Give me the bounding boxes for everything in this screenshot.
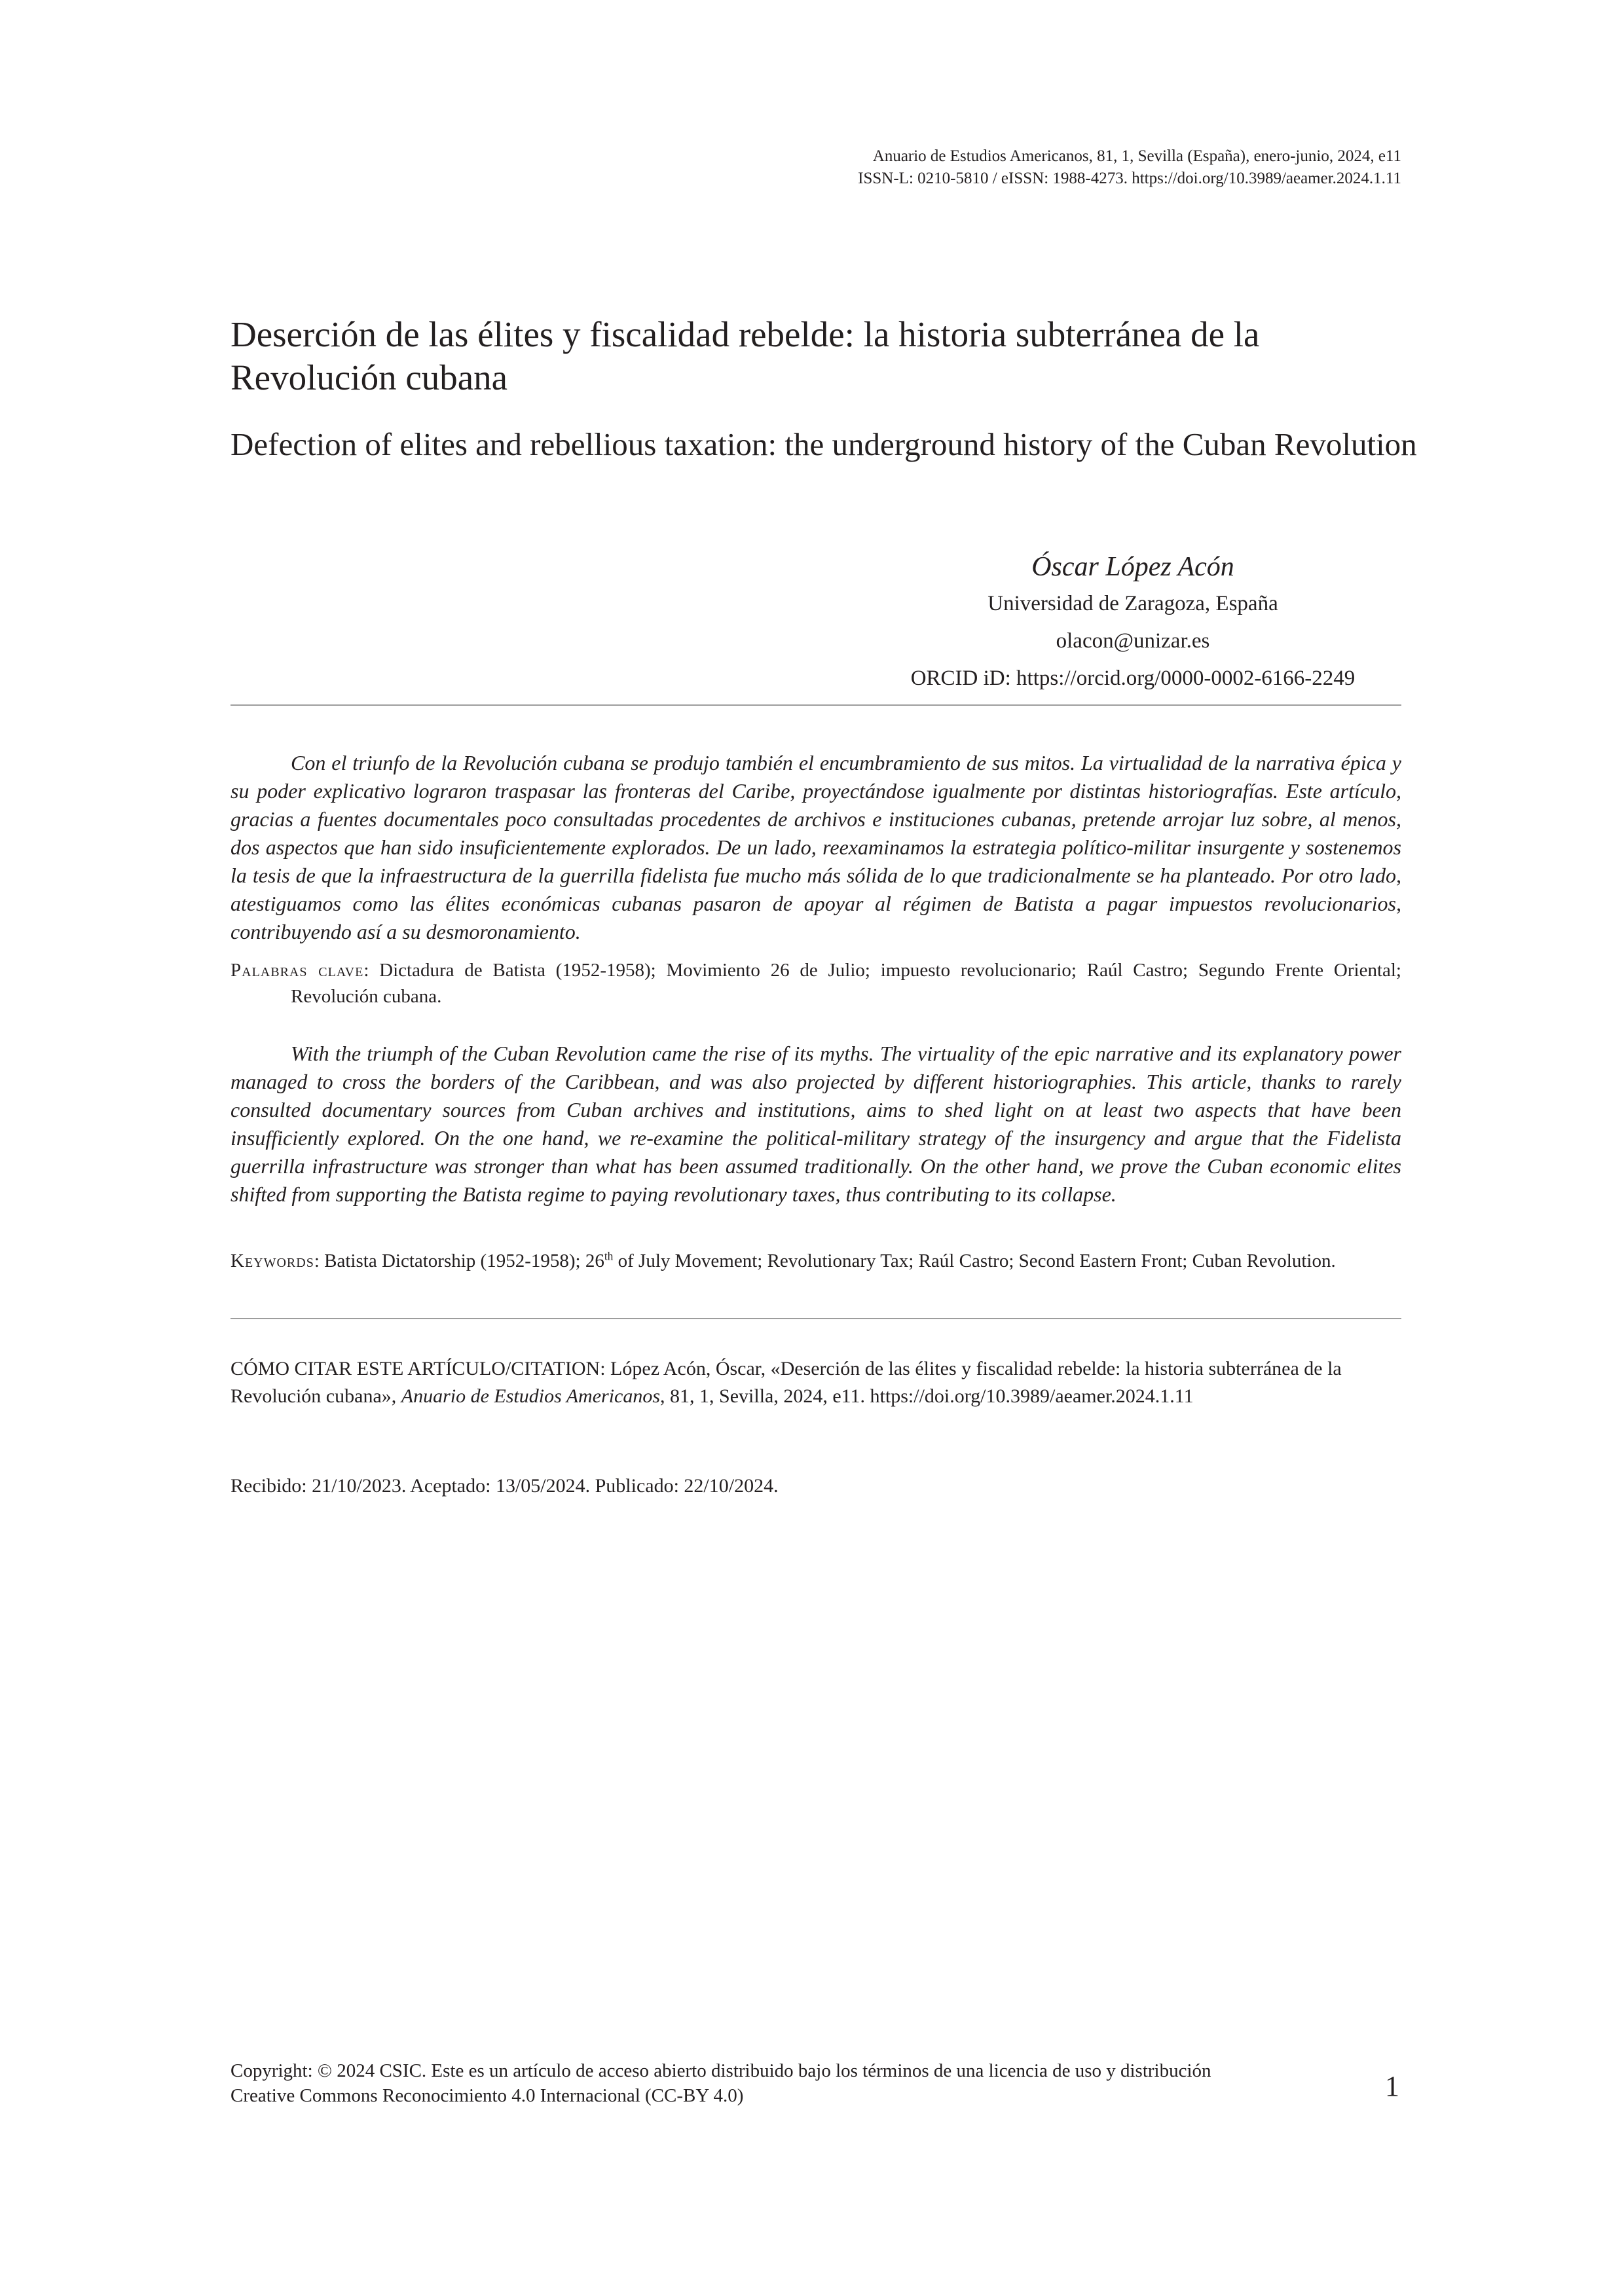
citation-prefix: CÓMO CITAR ESTE ARTÍCULO/CITATION: López Acón, Óscar, «Deserción de las élites y fiscalidad rebelde: la historia subterránea de la Revolución cubana», — [231, 1358, 1342, 1407]
copyright-line-1: Copyright: © 2024 CSIC. Este es un artículo de acceso abierto distribuido bajo los términos de una licencia de uso y distribución — [231, 2060, 1211, 2081]
citation-journal: Anuario de Estudios Americanos — [401, 1385, 661, 1407]
keywords-es: Palabras clave: Dictadura de Batista (1952-1958); Movimiento 26 de Julio; impuesto revolucionario; Raúl Castro; Segundo Frente Oriental; Revolución cubana. — [231, 960, 1401, 1007]
issn-line: ISSN-L: 0210-5810 / eISSN: 1988-4273. https://doi.org/10.3989/aeamer.2024.1.11 — [858, 170, 1401, 187]
received-dates: Recibido: 21/10/2023. Aceptado: 13/05/2024. Publicado: 22/10/2024. — [231, 1475, 779, 1497]
page-number: 1 — [1385, 2070, 1399, 2102]
abstract-en: With the triumph of the Cuban Revolution came the rise of its myths. The virtuality of the epic narrative and its explanatory power managed to cross the borders of the Caribbean, and was also projected by different historiographies. This article, thanks to rarely consulted documentary sources from Cuban archives and institutions, aims to shed light on at least two aspects that have been insufficiently explored. On the one hand, we re-examine the political-military strategy of the insurgency and argue that the Fidelista guerrilla infrastructure was stronger than what has been assumed traditionally. On the other hand, we prove the Cuban economic elites shifted from supporting the Batista regime to paying revolutionary taxes, thus contributing to its collapse. — [231, 1042, 1401, 1206]
keywords-en: Keywords: Batista Dictatorship (1952-1958); 26th of July Movement; Revolutionary Tax; Raúl Castro; Second Eastern Front; Cuban Revolution. — [231, 1249, 1336, 1271]
copyright-line-2: Creative Commons Reconocimiento 4.0 Internacional (CC-BY 4.0) — [231, 2085, 744, 2106]
copyright-notice — [231, 2058, 1409, 2108]
citation — [231, 1355, 1401, 1410]
divider-top — [231, 704, 1401, 706]
keywords-en-superscript: th — [604, 1249, 614, 1263]
journal-header — [616, 145, 1401, 190]
keywords-es-label: Palabras clave — [231, 960, 364, 981]
divider-bottom — [231, 1318, 1401, 1319]
keywords-en-label: Keywords — [231, 1250, 314, 1271]
article-title-en: Defection of elites and rebellious taxation: the underground history of the Cuban Revolution — [231, 426, 1417, 462]
author-orcid[interactable]: ORCID iD: https://orcid.org/0000-0002-6166-2249 — [910, 666, 1356, 690]
author-name: Óscar López Acón — [1031, 552, 1234, 582]
author-email[interactable]: olacon@unizar.es — [1056, 629, 1210, 653]
author-block — [851, 549, 1414, 697]
keywords-en-text-1: Batista Dictatorship (1952-1958); 26 — [324, 1250, 604, 1271]
article-title-es: Deserción de las élites y fiscalidad rebelde: la historia subterránea de la Revolución cubana — [231, 314, 1260, 397]
journal-line: Anuario de Estudios Americanos, 81, 1, Sevilla (España), enero-junio, 2024, e11 — [872, 147, 1401, 165]
keywords-es-text: Dictadura de Batista (1952-1958); Movimiento 26 de Julio; impuesto revolucionario; Raúl Castro; Segundo Frente Oriental; Revolución cubana. — [291, 960, 1401, 1007]
citation-suffix: , 81, 1, Sevilla, 2024, e11. https://doi.org/10.3989/aeamer.2024.1.11 — [660, 1385, 1194, 1407]
author-affiliation: Universidad de Zaragoza, España — [987, 592, 1278, 615]
abstract-es: Con el triunfo de la Revolución cubana se produjo también el encumbramiento de sus mitos. La virtualidad de la narrativa épica y su poder explicativo lograron traspasar las fronteras del Caribe, proyectándose igualmente por distintas historiografías. Este artículo, gracias a fuentes documentales poco consultadas procedentes de archivos e instituciones cubanas, pretende arrojar luz sobre, al menos, dos aspectos que han sido insuficientemente explorados. De un lado, reexaminamos la estrategia político-militar insurgente y sostenemos la tesis de que la infraestructura de la guerrilla fidelista fue mucho más sólida de lo que tradicionalmente se ha planteado. Por otro lado, atestiguamos como las élites económicas cubanas pasaron de apoyar al régimen de Batista a pagar impuestos revolucionarios, contribuyendo así a su desmoronamiento. — [231, 751, 1401, 943]
keywords-en-text-2: of July Movement; Revolutionary Tax; Raúl Castro; Second Eastern Front; Cuban Revolution. — [613, 1250, 1336, 1271]
